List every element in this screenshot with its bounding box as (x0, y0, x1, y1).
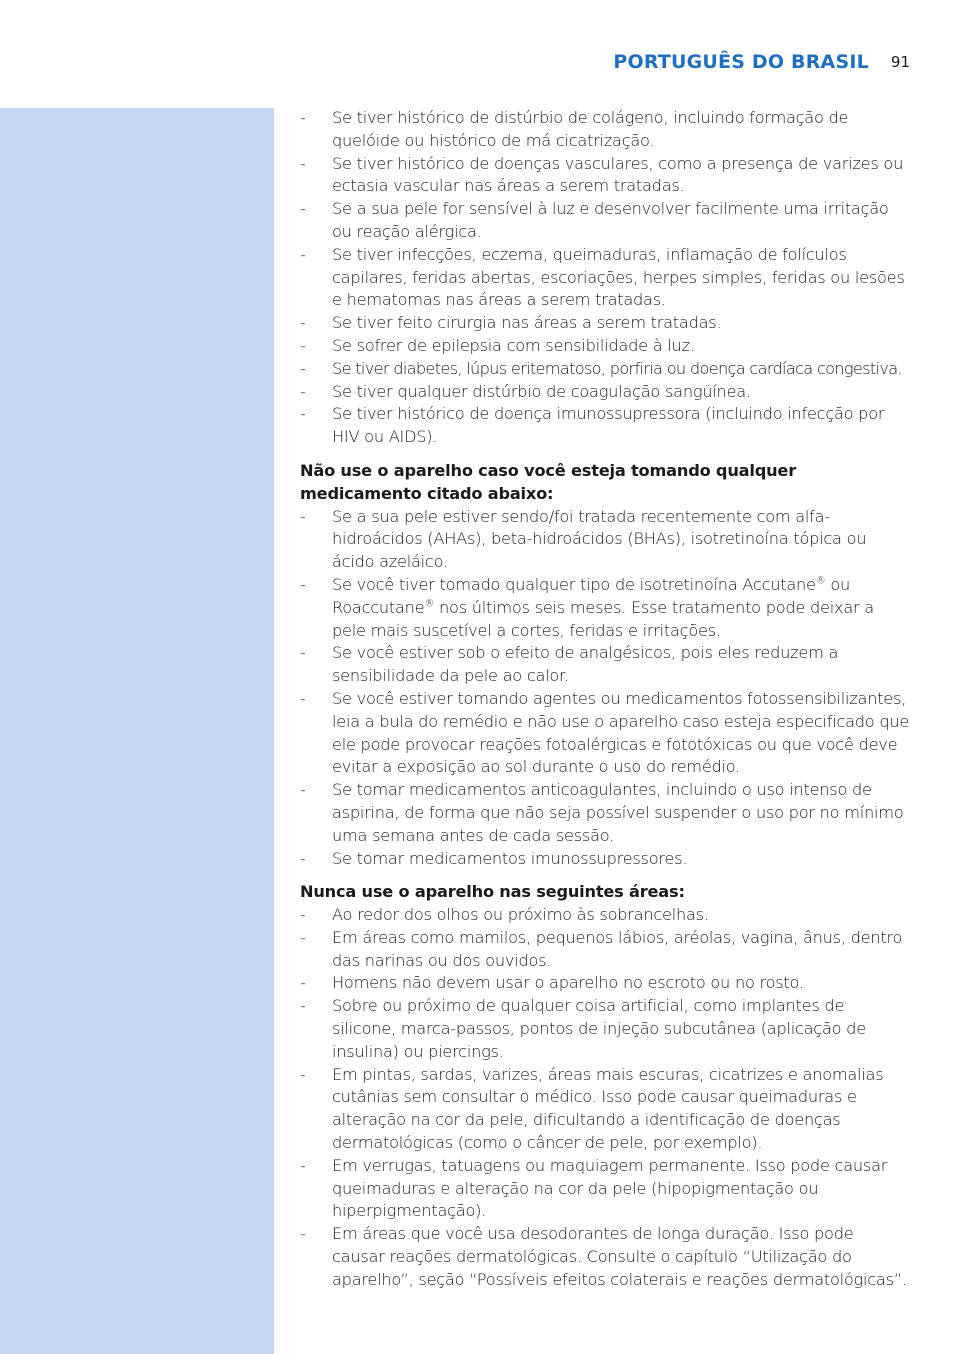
areas-list (300, 904, 910, 1292)
page-header (520, 47, 910, 77)
medication-heading: Não use o aparelho caso você esteja tomando qualquer medicamento citado abaixo: (300, 460, 796, 503)
dash: - (300, 199, 306, 219)
dash: - (300, 404, 306, 424)
dash: - (300, 848, 306, 868)
list-item: - Em verrugas, tatuagens ou maquiagem permanente. Isso pode causar queimaduras e alteração na cor da pele (hipopigmentação ou hiperpigmentação). (300, 1155, 888, 1221)
dash: - (300, 1224, 306, 1244)
dash: - (300, 108, 306, 127)
dash: - (300, 153, 306, 173)
list-item: - Se a sua pele for sensível à luz e desenvolver facilmente uma irritação ou reação alérgica. (300, 199, 889, 241)
dash: - (300, 244, 306, 264)
list-item: - Se você estiver sob o efeito de analgésicos, pois eles reduzem a sensibilidade da pele ao calor. (300, 643, 839, 686)
language-title: PORTUGUÊS DO BRASIL (613, 51, 869, 73)
dash: - (300, 381, 306, 401)
list-item: - Sobre ou próximo de qualquer coisa artificial, como implantes de silicone, marca-passos, pontos de injeção subcutânea (aplicação de insulina) ou piercings. (300, 996, 866, 1061)
list-item: - Se você estiver tomando agentes ou medicamentos fotossensibilizantes, leia a bula do remédio e não use o aparelho caso esteja especificado que ele pode provocar reações fotoalérgicas e fototóxicas ou que você deve evitar a exposição ao sol durante o uso do remédio. (300, 688, 910, 777)
dash: - (300, 358, 306, 378)
dash: - (300, 780, 306, 800)
areas-heading: Nunca use o aparelho nas seguintes áreas: (300, 882, 685, 902)
list-item: - Se tomar medicamentos imunossupressores. (300, 848, 910, 871)
dash: - (300, 927, 306, 947)
list-item: - Se tiver histórico de doenças vasculares, como a presença de varizes ou ectasia vascular nas áreas a serem tratadas. (300, 153, 904, 196)
medication-list (300, 506, 910, 871)
dash: - (300, 574, 306, 594)
list-item: - Homens não devem usar o aparelho no escroto ou no rosto. (300, 972, 910, 995)
list-item: - Se tiver qualquer distúrbio de coagulação sangüínea. (300, 381, 910, 404)
contraindication-list (300, 107, 910, 449)
list-item: - Se tiver histórico de doença imunossupressora (incluindo infecção por HIV ou AIDS). (300, 404, 885, 447)
sidebar-panel (0, 108, 274, 1354)
list-item: - Se a sua pele estiver sendo/foi tratada recentemente com alfa-hidroácidos (AHAs), beta-hidroácidos (BHAs), isotretinoína tópica ou ácido azeláico. (300, 506, 867, 572)
main-content (300, 107, 910, 1292)
list-item: - Se tiver infecções, eczema, queimaduras, inflamação de folículos capilares, feridas abertas, escoriações, herpes simples, feridas ou lesões e hematomas nas áreas a serem tratadas. (300, 244, 905, 310)
dash: - (300, 643, 306, 663)
dash: - (300, 506, 306, 526)
list-item: - Se tiver histórico de distúrbio de colágeno, incluindo formação de quelóide ou histórico de má cicatrização. (300, 108, 849, 150)
list-item: - Se tiver feito cirurgia nas áreas a serem tratadas. (300, 312, 910, 335)
dash: - (300, 1064, 306, 1084)
dash: - (300, 905, 306, 925)
dash: - (300, 973, 306, 993)
dash: - (300, 1155, 306, 1175)
list-item: - Se você tiver tomado qualquer tipo de isotretinoína Accutane® ou Roaccutane® nos últimos seis meses. Esse tratamento pode deixar a pele mais suscetível a cortes, feridas e irritações. (300, 574, 874, 640)
dash: - (300, 335, 306, 355)
dash: - (300, 313, 306, 333)
list-item: - Se tomar medicamentos anticoagulantes, incluindo o uso intenso de aspirina, de forma que não seja possível suspender o uso por no mínimo uma semana antes de cada sessão. (300, 780, 904, 845)
page-number: 91 (890, 53, 910, 71)
list-item: - Em áreas como mamilos, pequenos lábios, aréolas, vagina, ânus, dentro das narinas ou dos ouvidos. (300, 927, 903, 970)
list-item: - Em pintas, sardas, varizes, áreas mais escuras, cicatrizes e anomalias cutânias sem consultar o médico. Isso pode causar queimaduras e alteração na cor da pele, dificultando a identificação de doenças dermatológicas (como o câncer de pele, por exemplo). (300, 1064, 884, 1153)
list-item: - Se sofrer de epilepsia com sensibilidade à luz. (300, 335, 910, 358)
dash: - (300, 688, 306, 708)
list-item: - Em áreas que você usa desodorantes de longa duração. Isso pode causar reações dermatológicas. Consulte o capítulo “Utilização do aparelho”, seção “Possíveis efeitos colaterais e reações dermatológicas”. (300, 1224, 907, 1289)
registered-mark: ® (815, 575, 826, 587)
list-item: - Ao redor dos olhos ou próximo às sobrancelhas. (300, 904, 910, 927)
list-item: - Se tiver diabetes, lúpus eritematoso, porfiria ou doença cardíaca congestiva. (300, 358, 910, 381)
registered-mark: ® (424, 598, 435, 610)
dash: - (300, 996, 306, 1016)
